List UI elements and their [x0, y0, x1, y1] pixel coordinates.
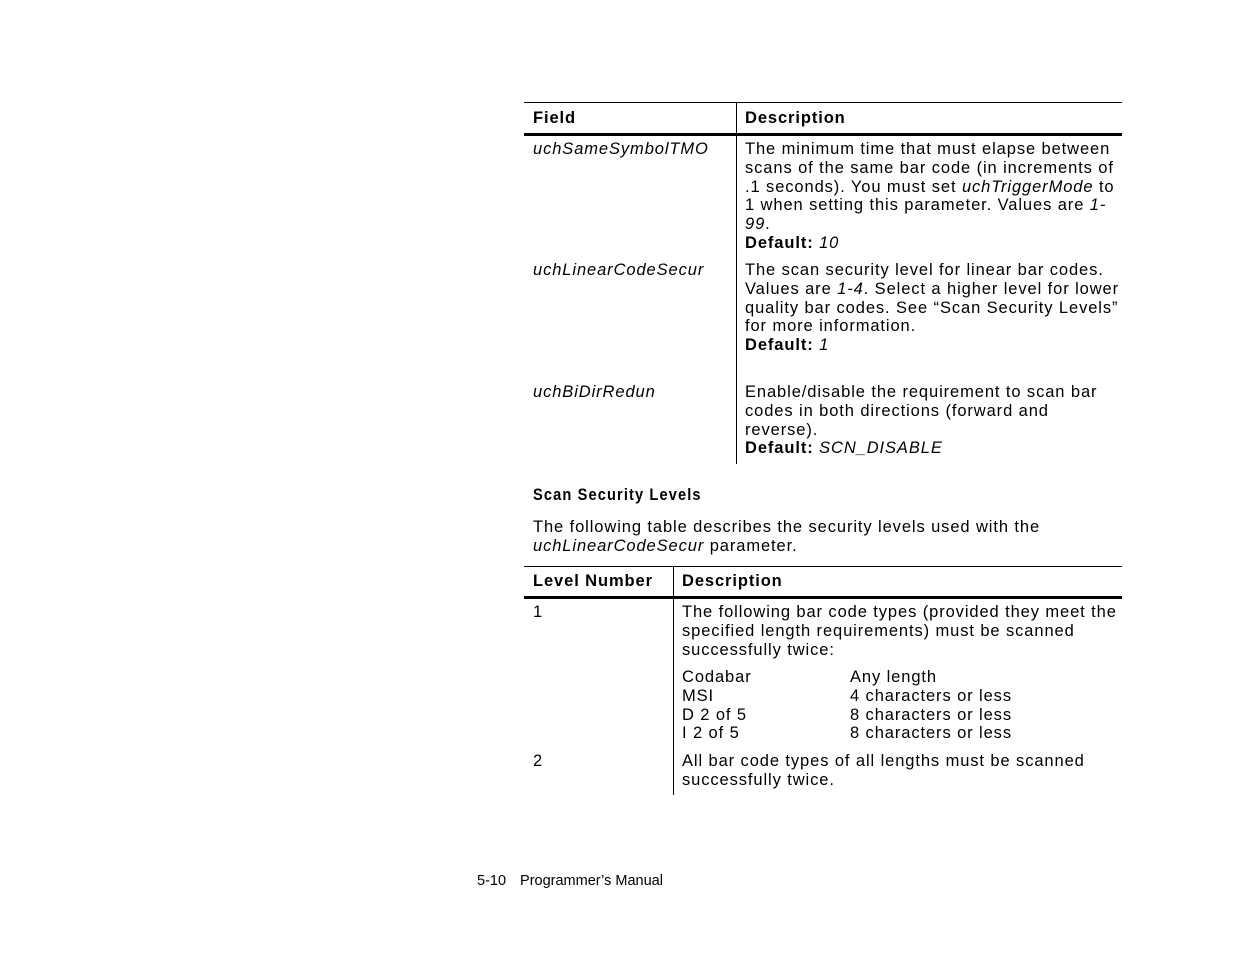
description-text: The minimum time that must elapse between scans of the same bar code (in increments of .1 seconds). You must set	[745, 140, 1114, 196]
level-description: All bar code types of all lengths must be scanned successfully twice.	[682, 752, 1085, 789]
bar-code-type: D 2 of 5	[682, 705, 747, 724]
table-top-rule	[524, 102, 1122, 103]
column-divider	[673, 567, 674, 795]
header-field: Field	[533, 109, 577, 127]
bar-code-type: MSI	[682, 686, 715, 705]
table-top-rule	[524, 566, 1122, 567]
field-description	[745, 261, 1120, 355]
bar-code-type: I 2 of 5	[682, 724, 740, 743]
bar-code-type-list	[682, 668, 1122, 743]
list-item	[682, 687, 1122, 706]
length-requirement: 4 characters or less	[850, 686, 1012, 705]
header-description: Description	[745, 109, 846, 127]
description-text: . Select a higher level for lower quality bar codes. See “Scan Security Levels” for more information.	[745, 279, 1120, 336]
field-name: uchBiDirRedun	[533, 383, 656, 401]
manual-title: Programmer’s Manual	[520, 873, 663, 889]
bar-code-type: Codabar	[682, 668, 752, 686]
security-levels-table	[524, 566, 1122, 795]
page-number: 5-10	[477, 873, 507, 889]
description-text: to 1 when setting this parameter. Values are	[745, 177, 1115, 215]
default-value: 10	[819, 233, 840, 252]
field-name: uchLinearCodeSecur	[533, 261, 705, 279]
field-description	[745, 140, 1120, 253]
length-requirement: Any length	[850, 668, 937, 686]
level-number: 2	[533, 752, 544, 770]
header-description: Description	[682, 572, 783, 590]
level-description: The following bar code types (provided they meet the specified length requirements) must be scanned successfully twice:	[682, 603, 1117, 659]
column-divider	[736, 103, 737, 464]
default-value: SCN_DISABLE	[819, 439, 943, 458]
intro-param: uchLinearCodeSecur	[533, 536, 705, 555]
length-requirement: 8 characters or less	[850, 724, 1012, 743]
list-item	[682, 706, 1122, 725]
list-item	[682, 724, 1122, 743]
default-label: Default:	[745, 336, 814, 355]
table-header-rule	[524, 133, 1122, 136]
field-name: uchSameSymbolTMO	[533, 140, 709, 158]
section-heading: Scan Security Levels	[533, 485, 702, 504]
default-label: Default:	[745, 233, 814, 252]
description-text: .	[765, 215, 771, 234]
length-requirement: 8 characters or less	[850, 705, 1012, 724]
description-values: 1-99	[745, 196, 1107, 234]
description-text: The scan security level for linear bar codes. Values are	[745, 261, 1104, 298]
default-label: Default:	[745, 439, 814, 458]
description-text: Enable/disable the requirement to scan bar codes in both directions (forward and reverse).	[745, 383, 1098, 439]
description-param: uchTriggerMode	[961, 177, 1094, 196]
level-number: 1	[533, 603, 544, 621]
header-level-number: Level Number	[533, 572, 653, 590]
list-item	[682, 668, 1122, 687]
page-footer	[477, 873, 663, 889]
default-value: 1	[819, 336, 830, 355]
table-header-rule	[524, 596, 1122, 599]
section-intro	[533, 518, 1123, 556]
field-description-table	[524, 102, 1122, 464]
field-description	[745, 383, 1120, 458]
intro-text: parameter.	[704, 536, 798, 555]
description-values: 1-4	[837, 279, 864, 298]
intro-text: The following table describes the security levels used with the	[533, 518, 1041, 536]
